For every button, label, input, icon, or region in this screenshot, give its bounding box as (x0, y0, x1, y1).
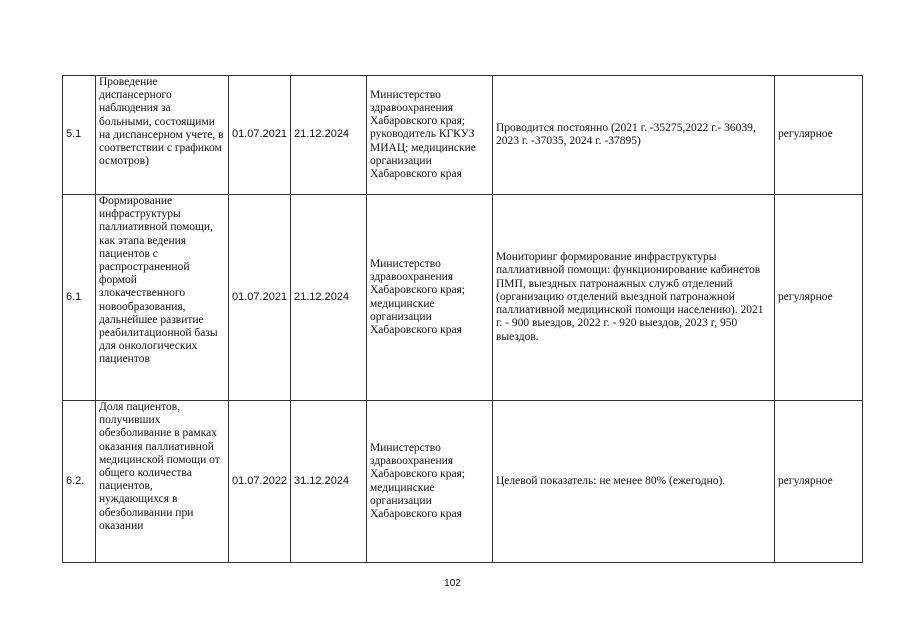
measure-type: регулярное (775, 401, 863, 563)
result: Проводится постоянно (2021 г. -35275,2022 г.- 36039, 2023 г. -37035, 2024 г. -37895) (493, 76, 775, 195)
table-row (63, 401, 863, 563)
measure-name: Доля пациентов, получивших обезболивание в рамках оказания паллиативной медицинской помощи от общего количества пациентов, нуждающихся в обезболивании при оказании (96, 401, 229, 563)
end-date: 21.12.2024 (291, 76, 367, 195)
page-number: 102 (444, 578, 461, 589)
end-date: 31.12.2024 (291, 401, 367, 563)
executor: Министерство здравоохранения Хабаровского края; руководитель КГКУЗ МИАЦ; медицинские организации Хабаровского края (367, 76, 493, 195)
end-date: 21.12.2024 (291, 195, 367, 401)
row-number: 6.2. (63, 401, 96, 563)
start-date: 01.07.2021 (229, 76, 291, 195)
measure-name: Проведение диспансерного наблюдения за больными, состоящими на диспансерном учете, в соответствии с графиком осмотров) (96, 76, 229, 195)
measures-table (62, 75, 863, 563)
result: Мониторинг формирование инфраструктуры паллиативной помощи: функционирование кабинетов ПМП, выездных патронажных служб отделений (организацию отделений выездной патронажной паллиативной медицинской помощи населению). 2021 г. - 900 выездов, 2022 г. - 920 выездов, 2023 г, 950 выездов. (493, 195, 775, 401)
measure-type: регулярное (775, 76, 863, 195)
measure-type: регулярное (775, 195, 863, 401)
result: Целевой показатель: не менее 80% (ежегодно). (493, 401, 775, 563)
start-date: 01.07.2022 (229, 401, 291, 563)
executor: Министерство здравоохранения Хабаровского края; медицинские организации Хабаровского края (367, 401, 493, 563)
start-date: 01.07.2021 (229, 195, 291, 401)
table-row (63, 76, 863, 195)
executor: Министерство здравоохранения Хабаровского края; медицинские организации Хабаровского края (367, 195, 493, 401)
row-number: 6.1 (63, 195, 96, 401)
measure-name: Формирование инфраструктуры паллиативной помощи, как этапа ведения пациентов с распространенной формой злокачественного новообразования, дальнейшее развитие реабилитационной базы для онкологических пациентов (96, 195, 229, 401)
table-row (63, 195, 863, 401)
row-number: 5.1 (63, 76, 96, 195)
